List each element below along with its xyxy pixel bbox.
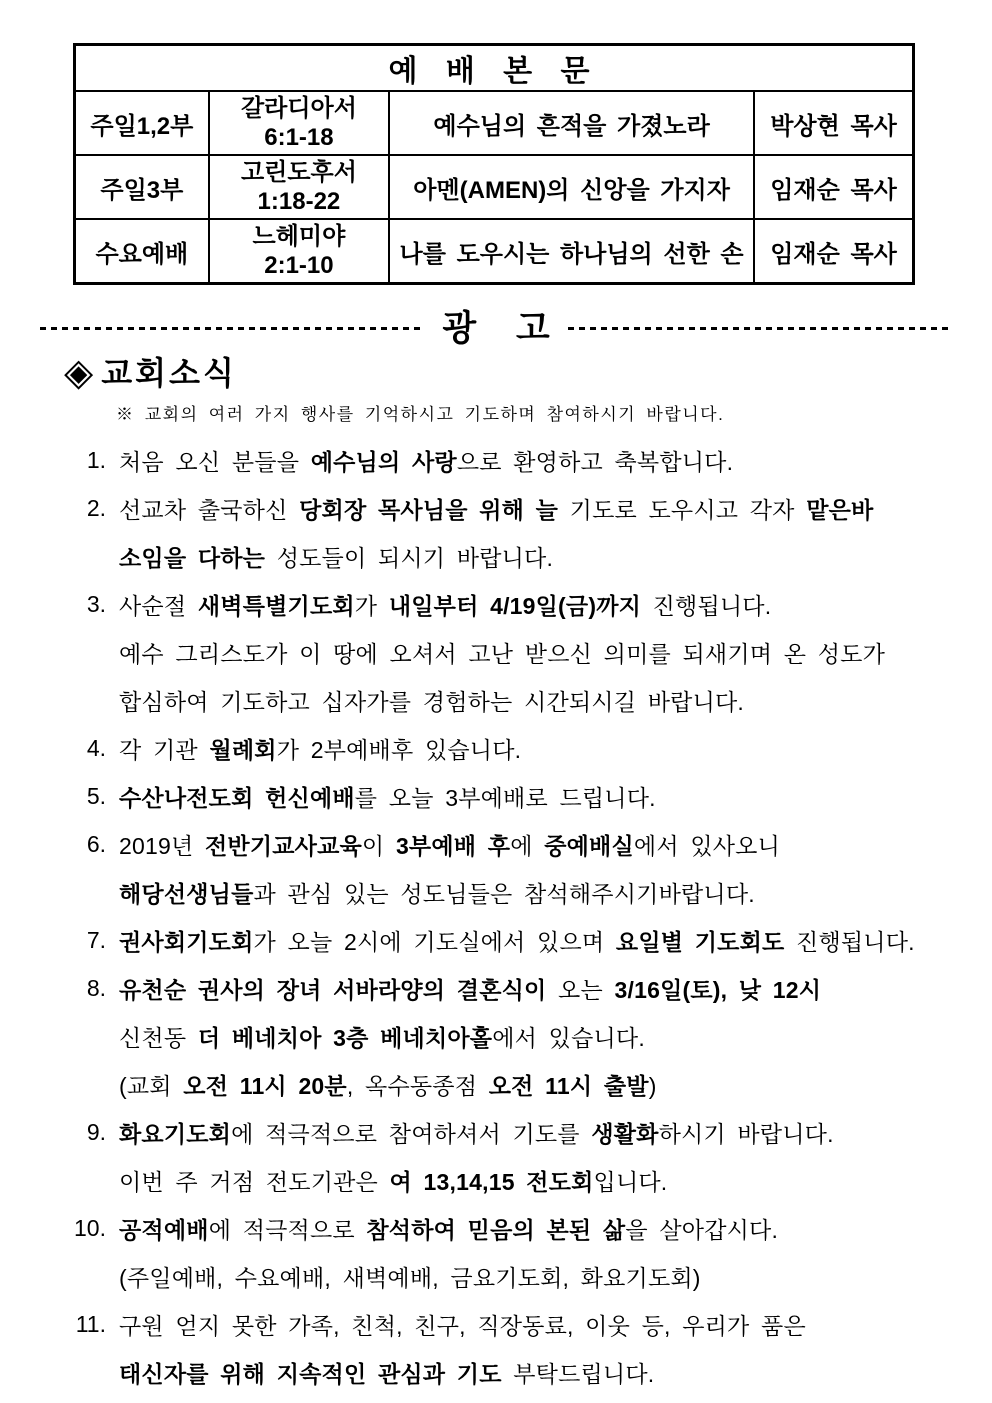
announcement-line [40, 1348, 952, 1396]
announcement-text: 유천순 권사의 장녀 서바라양의 결혼식이 오는 3/16일(토), 낮 12시 [119, 976, 822, 1003]
announcement-text: (주일예배, 수요예배, 새벽예배, 금요기도회, 화요기도회) [119, 1264, 701, 1291]
scripture-verse: 2:1-10 [264, 252, 334, 279]
announcement-line [40, 1012, 952, 1060]
scripture-book: 갈라디아서 [240, 95, 357, 122]
scripture-book: 느헤미야 [252, 223, 346, 250]
worship-table-title: 예 배 본 문 [75, 45, 914, 92]
announcement-text: 선교차 출국하신 당회장 목사님을 위해 늘 기도로 도우시고 각자 맡은바 [119, 496, 874, 523]
announcement-text: (교회 오전 11시 20분, 옥수동종점 오전 11시 출발) [119, 1072, 657, 1099]
announcement-text: 태신자를 위해 지속적인 관심과 기도 부탁드립니다. [119, 1360, 655, 1387]
table-row [75, 91, 914, 155]
announcement-text: 신천동 더 베네치아 3층 베네치아홀에서 있습니다. [119, 1024, 645, 1051]
announcement-item [40, 1204, 952, 1300]
announcement-text: 처음 오신 분들을 예수님의 사랑으로 환영하고 축복합니다. [119, 448, 734, 475]
announcement-number: 5. [86, 782, 106, 809]
announcement-text: 공적예배에 적극적으로 참석하여 믿음의 본된 삶을 살아갑시다. [119, 1216, 779, 1243]
announcement-text: 합심하여 기도하고 십자가를 경험하는 시간되시길 바랍니다. [119, 688, 744, 715]
announcement-line [40, 484, 952, 532]
announcement-text: 해당선생님들과 관심 있는 성도님들은 참석해주시기바랍니다. [119, 880, 755, 907]
announcement-number: 9. [86, 1118, 106, 1145]
announcement-text: 소임을 다하는 성도들이 되시기 바랍니다. [119, 544, 554, 571]
announcement-text: 구원 얻지 못한 가족, 친척, 친구, 직장동료, 이웃 등, 우리가 품은 [119, 1312, 806, 1339]
announcement-item [40, 772, 952, 820]
announcement-number: 1. [86, 446, 106, 473]
sermon-title-cell: 예수님의 흔적을 가졌노라 [389, 91, 754, 155]
announcement-line [40, 628, 952, 676]
announcement-line [40, 1156, 952, 1204]
announcement-line [40, 964, 952, 1012]
service-cell: 수요예배 [75, 219, 209, 284]
announcement-text: 화요기도회에 적극적으로 참여하셔서 기도를 생활화하시기 바랍니다. [119, 1120, 834, 1147]
announcement-line [40, 1252, 952, 1300]
announcement-line [40, 1204, 952, 1252]
announcement-number: 7. [86, 926, 106, 953]
announcement-line [40, 436, 952, 484]
announcement-number: 4. [86, 734, 106, 761]
announcement-line [40, 916, 952, 964]
preacher-cell: 임재순 목사 [754, 155, 913, 219]
preacher-cell: 박상현 목사 [754, 91, 913, 155]
scripture-cell [209, 91, 389, 155]
announcement-text: 2019년 전반기교사교육이 3부예배 후에 중예배실에서 있사오니 [119, 832, 781, 859]
service-cell: 주일3부 [75, 155, 209, 219]
announcement-line [40, 532, 952, 580]
divider-dash-left [40, 327, 424, 330]
announcement-text: 권사회기도회가 오늘 2시에 기도실에서 있으며 요일별 기도회도 진행됩니다. [119, 928, 915, 955]
scripture-verse: 1:18-22 [257, 188, 341, 215]
announcement-line [40, 676, 952, 724]
announcement-number: 3. [86, 590, 106, 617]
announcement-item [40, 916, 952, 964]
sermon-title-cell: 나를 도우시는 하나님의 선한 손 [389, 219, 754, 284]
church-news-note: ※ 교회의 여러 가지 행사를 기억하시고 기도하며 참여하시기 바랍니다. [116, 405, 725, 424]
table-row [75, 219, 914, 284]
divider-dash-right [568, 327, 952, 330]
announcement-text: 사순절 새벽특별기도회가 내일부터 4/19일(금)까지 진행됩니다. [119, 592, 772, 619]
scripture-book: 고린도후서 [240, 159, 357, 186]
announcement-text: 각 기관 월례회가 2부예배후 있습니다. [119, 736, 522, 763]
announcements-divider-title: 광 고 [442, 308, 550, 348]
worship-table-title-row [75, 45, 914, 92]
announcements-divider [40, 306, 952, 350]
announcement-line [40, 820, 952, 868]
announcement-item [40, 724, 952, 772]
announcement-line [40, 1300, 952, 1348]
announcement-line [40, 1108, 952, 1156]
service-cell: 주일1,2부 [75, 91, 209, 155]
announcement-item [40, 436, 952, 484]
worship-table-wrap [73, 43, 919, 285]
announcement-text: 이번 주 거점 전도기관은 여 13,14,15 전도회입니다. [119, 1168, 668, 1195]
announcement-line [40, 1060, 952, 1108]
church-news-title: 교회소식 [101, 355, 237, 391]
worship-table [73, 43, 915, 285]
announcement-item [40, 580, 952, 724]
announcement-item [40, 484, 952, 580]
announcement-line [40, 724, 952, 772]
announcement-list [40, 436, 952, 1396]
announcement-item [40, 1300, 952, 1396]
announcement-item [40, 820, 952, 916]
scripture-verse: 6:1-18 [264, 124, 334, 151]
announcement-number: 11. [75, 1310, 106, 1337]
announcement-text: 수산나전도회 헌신예배를 오늘 3부예배로 드립니다. [119, 784, 656, 811]
announcement-number: 8. [86, 974, 106, 1001]
announcement-number: 6. [86, 830, 106, 857]
announcement-line [40, 772, 952, 820]
announcement-text: 예수 그리스도가 이 땅에 오셔서 고난 받으신 의미를 되새기며 온 성도가 [119, 640, 886, 667]
church-news-heading [64, 352, 952, 394]
announcement-number: 10. [74, 1214, 106, 1241]
scripture-cell [209, 155, 389, 219]
sermon-title-cell: 아멘(AMEN)의 신앙을 가지자 [389, 155, 754, 219]
announcement-item [40, 1108, 952, 1204]
announcement-number: 2. [86, 494, 106, 521]
scripture-cell [209, 219, 389, 284]
announcement-item [40, 964, 952, 1108]
preacher-cell: 임재순 목사 [754, 219, 913, 284]
diamond-bullet-icon: ◈ [64, 352, 94, 394]
table-row [75, 155, 914, 219]
announcement-line [40, 868, 952, 916]
announcement-line [40, 580, 952, 628]
